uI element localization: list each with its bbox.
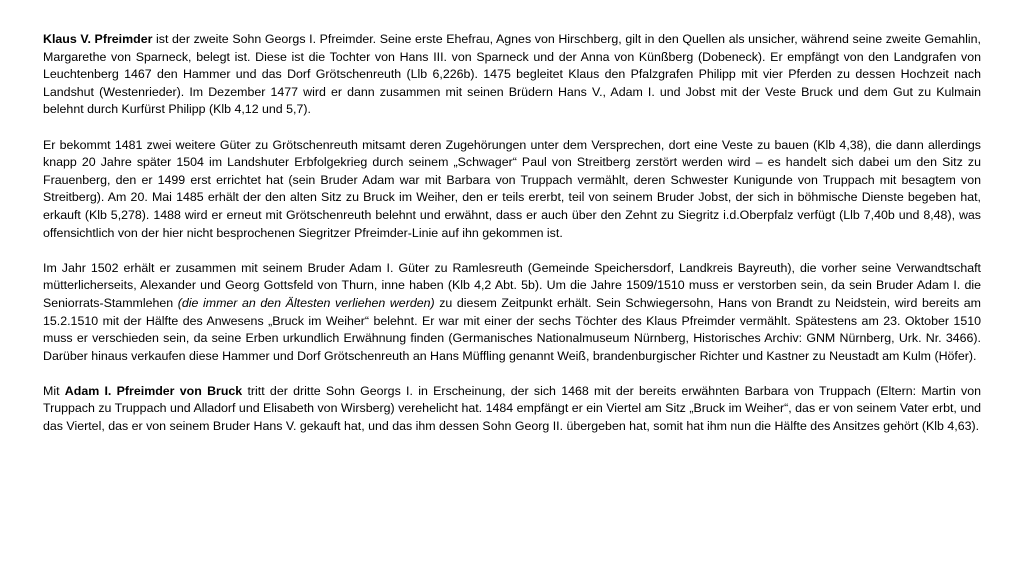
paragraph-text: Im Jahr 1502 erhält er zusammen mit seinem Bruder Adam I. Güter zu Ramlesreuth (Gemeinde Speichersdorf, Landkreis Bayreuth), die vorher seine Verwandtschaft mütterlicherseits, Alexander und Georg Gottsfeld von Thurn, inne haben (Klb 4,2 Abt. 5b). Um die Jahre 1509/1510 muss er verstorben sein, da sein Bruder Adam I. die Seniorrats-Stammlehen	[43, 260, 981, 310]
paragraph-klaus-v	[43, 31, 981, 119]
italic-note: (die immer an den Ältesten verliehen werden)	[177, 295, 435, 310]
paragraph-adam-i	[43, 383, 981, 436]
paragraph-ramlesreuth	[43, 260, 981, 366]
person-name-klaus-v: Klaus V. Pfreimder	[43, 32, 153, 46]
paragraph-prefix: Mit	[43, 383, 65, 398]
paragraph-grotschenreuth	[43, 137, 981, 243]
paragraph-text: ist der zweite Sohn Georgs I. Pfreimder. Seine erste Ehefrau, Agnes von Hirschberg, gilt in den Quellen als unsicher, während seine zweite Gemahlin, Margarethe von Sparneck, belegt ist. Diese ist die Tochter von Hans III. von Sparneck und der Anna von Künßberg (Dobeneck). Er empfängt von den Landgrafen von Leuchtenberg 1467 den Hammer und das Dorf Grötschenreuth (Llb 6,226b). 1475 begleitet Klaus den Pfalzgrafen Philipp mit vier Pferden zu dessen Hochzeit nach Landshut (Westenrieder). Im Dezember 1477 wird er dann zusammen mit seinen Brüdern Hans V., Adam I. und Jobst mit der Veste Bruck und dem Gut zu Kulmain belehnt durch Kurfürst Philipp (Klb 4,12 und 5,7).	[43, 32, 981, 117]
paragraph-text: zu diesem Zeitpunkt erhält. Sein Schwiegersohn, Hans von Brandt zu Neidstein, wird bereits am 15.2.1510 mit der Hälfte des Anwesens „Bruck im Weiher“ belehnt. Er war mit einer der sechs Töchter des Klaus Pfreimder vermählt. Spätestens am 23. Oktober 1510 muss er verschieden sein, da seine Erben urkundlich Erwähnung finden (Germanisches Nationalmuseum Nürnberg, Historisches Archiv: GNM Nürnberg, Urk. Nr. 3466). Darüber hinaus verkaufen diese Hammer und Dorf Grötschenreuth an Hans Müffling genannt Weiß, brandenburgischer Richter und Kastner zu Neustadt am Kulm (Höfer).	[43, 295, 981, 363]
document-page	[43, 31, 981, 436]
paragraph-text: tritt der dritte Sohn Georgs I. in Erscheinung, der sich 1468 mit der bereits erwähnten Barbara von Truppach (Eltern: Martin von Truppach zu Truppach und Alladorf und Elisabeth von Wirsberg) verehelicht hat. 1484 empfängt er ein Viertel am Sitz „Bruck im Weiher“, das er von seinem Vater erbt, und das Viertel, das er von seinem Bruder Hans V. gekauft hat, und das ihm dessen Sohn Georg II. übergeben hat, somit hat ihm nun die Hälfte des Ansitzes gehört (Klb 4,63).	[43, 383, 981, 434]
person-name-adam-i: Adam I. Pfreimder von Bruck	[64, 383, 243, 398]
paragraph-text: Er bekommt 1481 zwei weitere Güter zu Grötschenreuth mitsamt deren Zugehörungen unter dem Versprechen, dort eine Veste zu bauen (Klb 4,38), die dann allerdings knapp 20 Jahre später 1504 im Landshuter Erbfolgekrieg durch seinem „Schwager“ Paul von Streitberg zerstört werden wird – es handelt sich dabei um den Sitz zu Frauenberg, den er 1499 erst errichtet hat (sein Bruder Adam war mit Barbara von Truppach vermählt, deren Schwester Kunigunde von Truppach mit besagtem von Streitberg). Am 20. Mai 1485 erhält der den alten Sitz zu Bruck im Weiher, den er teils ererbt, teil von seinem Bruder Jobst, der sich in böhmische Dienste begeben hat, erkauft (Klb 5,278). 1488 wird er erneut mit Grötschenreuth belehnt und erwähnt, dass er auch über den Zehnt zu Siegritz i.d.Oberpfalz verfügt (Llb 7,40b und 8,48), was offensichtlich von der hier nicht besprochenen Siegritzer Pfreimder-Linie auf ihn gekommen ist.	[43, 137, 981, 240]
